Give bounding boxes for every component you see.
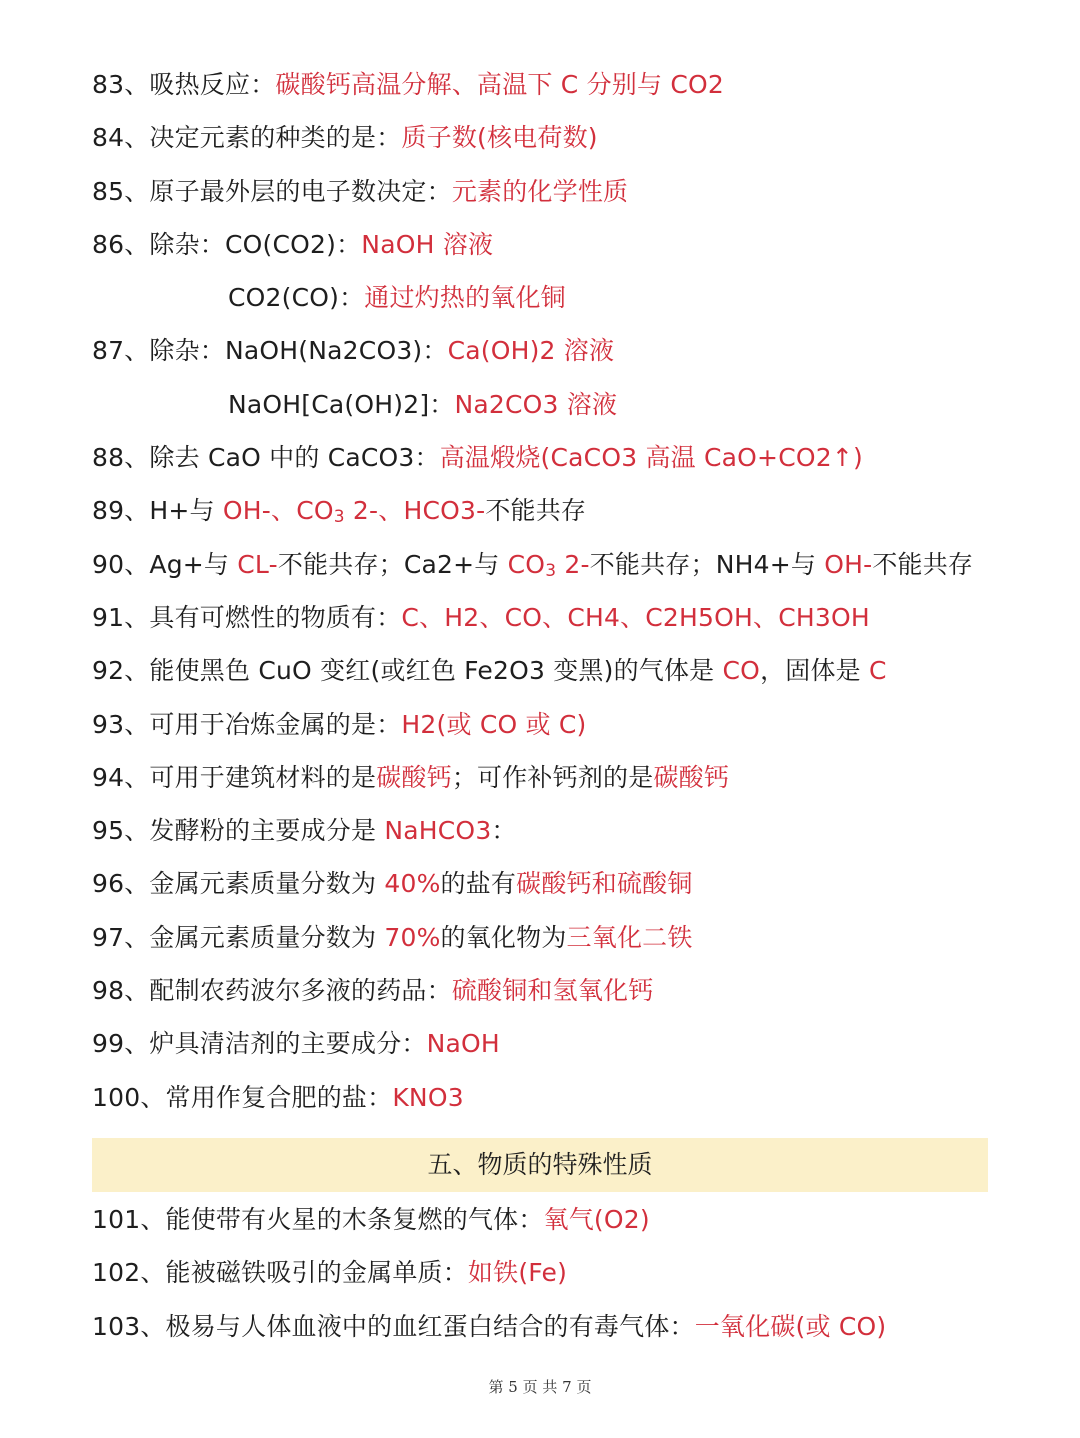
answer-text: 碳酸钙 [653, 762, 730, 792]
list-item [92, 218, 992, 271]
answer-text: KNO3 [392, 1082, 464, 1112]
question-text: 85、原子最外层的电子数决定： [92, 176, 452, 206]
answer-text: 元素的化学性质 [451, 176, 629, 206]
question-text: 89、H+与 [92, 496, 223, 526]
list-item [92, 165, 992, 218]
question-text: 91、具有可燃性的物质有： [92, 602, 402, 632]
answer-text: 氧气(O2) [543, 1205, 650, 1234]
question-text: 100、常用作复合肥的盐： [92, 1082, 393, 1112]
list-item [92, 431, 992, 484]
answer-text: 通过灼热的氧化铜 [364, 283, 566, 313]
answer-text: 3 [545, 560, 557, 581]
question-text: 不能共存 [485, 496, 587, 526]
page-footer: 第 5 页 共 7 页 [488, 1378, 592, 1396]
question-text: 93、可用于冶炼金属的是： [92, 709, 402, 739]
question-text: 90、Ag+与 [92, 549, 238, 579]
question-text: 88、除去 CaO 中的 CaCO3： [92, 443, 440, 473]
list-item [92, 484, 992, 537]
list-item [92, 324, 992, 377]
list-item [92, 911, 992, 964]
answer-text: 硫酸铜和氢氧化钙 [451, 976, 654, 1006]
list-item [92, 538, 992, 591]
question-text: ；可作补钙剂的是 [451, 762, 654, 792]
answer-text: 70% [384, 922, 441, 952]
question-text: ，固体是 [760, 656, 870, 686]
answer-text: 碳酸钙高温分解、高温下 C 分别与 CO2 [275, 70, 724, 99]
question-text: 的氧化物为 [440, 922, 567, 952]
question-text: 101、能使带有火星的木条复燃的气体： [92, 1205, 544, 1234]
list-item [92, 964, 992, 1017]
question-text: 96、金属元素质量分数为 [92, 869, 385, 899]
question-text: 86、除杂：CO(CO2)： [92, 229, 362, 259]
answer-text: NaOH [426, 1029, 500, 1059]
question-text: 84、决定元素的种类的是： [92, 123, 402, 153]
answer-text: 3 [333, 507, 345, 528]
answer-text: 2-、HCO3- [344, 496, 486, 526]
answer-text: 质子数(核电荷数) [401, 123, 598, 153]
question-text: 102、能被磁铁吸引的金属单质： [92, 1258, 468, 1288]
answer-text: NaHCO3 [384, 816, 492, 846]
question-text: CO2(CO)： [228, 283, 365, 313]
question-text: 99、炉具清洁剂的主要成分： [92, 1029, 427, 1059]
question-text: NaOH[Ca(OH)2]： [228, 389, 455, 419]
answer-text: NaOH 溶液 [361, 229, 494, 259]
answer-text: CL- [237, 549, 278, 579]
answer-text: Na2CO3 溶液 [454, 389, 618, 419]
list-item [92, 58, 992, 111]
answer-text: C、H2、CO、CH4、C2H5OH、CH3OH [401, 602, 870, 632]
question-text: 92、能使黑色 CuO 变红(或红色 Fe2O3 变黑)的气体是 [92, 656, 723, 686]
list-item [92, 644, 992, 697]
answer-text: 2- [556, 549, 590, 579]
answer-text: H2(或 CO 或 C) [401, 709, 587, 739]
list-item [92, 378, 992, 431]
item-list-section-5 [92, 1193, 992, 1353]
list-item [92, 111, 992, 164]
section-heading [92, 1138, 988, 1192]
question-text: ： [491, 816, 517, 846]
list-item [92, 1193, 992, 1246]
question-text: 的盐有 [440, 869, 517, 899]
list-item [92, 857, 992, 910]
answer-text: OH- [824, 549, 873, 579]
list-item [92, 1071, 992, 1124]
question-text: 不能共存 [872, 549, 974, 579]
answer-text: 一氧化碳(或 CO) [694, 1311, 887, 1341]
answer-text: OH-、CO [222, 496, 334, 526]
list-item [92, 271, 992, 324]
question-text: 95、发酵粉的主要成分是 [92, 816, 385, 846]
answer-text: 高温煅烧(CaCO3 高温 CaO+CO2↑) [439, 443, 863, 473]
answer-text: 40% [384, 869, 441, 899]
question-text: 不能共存；NH4+与 [589, 549, 825, 579]
question-text: 不能共存；Ca2+与 [277, 549, 508, 579]
item-list [92, 58, 992, 1124]
list-item [92, 698, 992, 751]
answer-text: 碳酸钙 [376, 762, 452, 792]
list-item [92, 591, 992, 644]
question-text: 98、配制农药波尔多液的药品： [92, 976, 452, 1006]
answer-text: 如铁(Fe) [467, 1258, 568, 1288]
list-item [92, 1300, 992, 1353]
question-text: 83、吸热反应： [92, 70, 276, 99]
answer-text: 碳酸钙和硫酸铜 [516, 869, 693, 899]
list-item [92, 1246, 992, 1299]
list-item [92, 751, 992, 804]
answer-text: C [869, 656, 887, 686]
answer-text: Ca(OH)2 溶液 [447, 336, 615, 366]
section-title: 五、物质的特殊性质 [427, 1150, 653, 1179]
question-text: 103、极易与人体血液中的血红蛋白结合的有毒气体： [92, 1311, 695, 1341]
question-text: 87、除杂：NaOH(Na2CO3)： [92, 336, 448, 366]
question-text: 94、可用于建筑材料的是 [92, 762, 377, 792]
answer-text: CO [507, 549, 546, 579]
list-item [92, 804, 992, 857]
answer-text: CO [722, 656, 761, 686]
question-text: 97、金属元素质量分数为 [92, 922, 385, 952]
list-item [92, 1017, 992, 1070]
answer-text: 三氧化二铁 [566, 922, 693, 952]
